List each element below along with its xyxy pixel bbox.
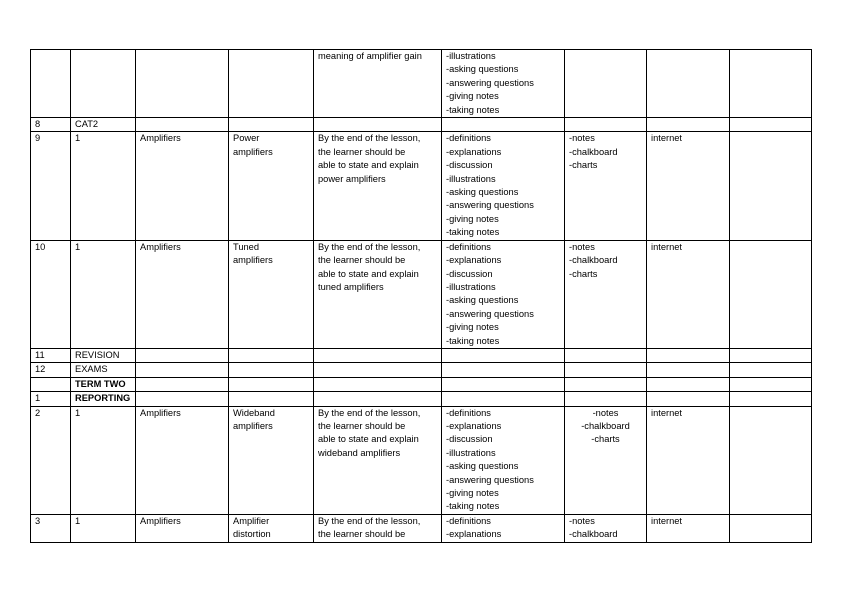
- lesson-cell: REVISION: [71, 348, 136, 362]
- subtopic-cell: Tuned amplifiers: [229, 240, 314, 348]
- topic-cell: Amplifiers: [136, 132, 229, 240]
- table-row: [31, 348, 812, 362]
- topic-cell: [136, 348, 229, 362]
- objectives-cell: By the end of the lesson, the learner should be: [314, 514, 442, 542]
- objectives-cell: [314, 348, 442, 362]
- materials-cell: [565, 118, 647, 132]
- activities-cell: -definitions -explanations -discussion -illustrations -asking questions -answering questions -giving notes -taking notes: [442, 240, 565, 348]
- scheme-of-work-table: [30, 49, 812, 543]
- topic-cell: [136, 118, 229, 132]
- activities-cell: [442, 348, 565, 362]
- activities-cell: -definitions -explanations -discussion -illustrations -asking questions -answering questions -giving notes -taking notes: [442, 406, 565, 514]
- subtopic-cell: Power amplifiers: [229, 132, 314, 240]
- table-row: [31, 392, 812, 406]
- term-heading-cell: TERM TWO: [71, 377, 136, 391]
- objectives-cell: By the end of the lesson, the learner should be able to state and explain wideband amplifiers: [314, 406, 442, 514]
- topic-cell: [136, 392, 229, 406]
- lesson-cell: 1: [71, 132, 136, 240]
- week-cell: 3: [31, 514, 71, 542]
- week-cell: 1: [31, 392, 71, 406]
- subtopic-cell: Amplifier distortion: [229, 514, 314, 542]
- table-row: [31, 240, 812, 348]
- objectives-cell: meaning of amplifier gain: [314, 50, 442, 118]
- topic-cell: Amplifiers: [136, 406, 229, 514]
- topic-cell: [136, 377, 229, 391]
- references-cell: [647, 363, 730, 377]
- objectives-cell: By the end of the lesson, the learner should be able to state and explain tuned amplifiers: [314, 240, 442, 348]
- activities-cell: -definitions -explanations: [442, 514, 565, 542]
- topic-cell: Amplifiers: [136, 240, 229, 348]
- subtopic-cell: [229, 377, 314, 391]
- reporting-cell: REPORTING: [71, 392, 136, 406]
- references-cell: [647, 50, 730, 118]
- materials-cell: [565, 50, 647, 118]
- table-row: [31, 406, 812, 514]
- table-row: [31, 514, 812, 542]
- activities-cell: [442, 118, 565, 132]
- week-cell: [31, 50, 71, 118]
- remarks-cell: [730, 514, 812, 542]
- materials-cell: -notes -chalkboard: [565, 514, 647, 542]
- remarks-cell: [730, 240, 812, 348]
- table-row: [31, 363, 812, 377]
- activities-cell: -definitions -explanations -discussion -illustrations -asking questions -answering questions -giving notes -taking notes: [442, 132, 565, 240]
- lesson-cell: 1: [71, 514, 136, 542]
- table-row: [31, 118, 812, 132]
- references-cell: internet: [647, 514, 730, 542]
- subtopic-cell: [229, 118, 314, 132]
- references-cell: [647, 392, 730, 406]
- objectives-cell: [314, 363, 442, 377]
- week-cell: 2: [31, 406, 71, 514]
- subtopic-cell: [229, 348, 314, 362]
- week-cell: [31, 377, 71, 391]
- objectives-cell: [314, 118, 442, 132]
- week-cell: 12: [31, 363, 71, 377]
- remarks-cell: [730, 392, 812, 406]
- lesson-cell: EXAMS: [71, 363, 136, 377]
- remarks-cell: [730, 363, 812, 377]
- table-row: [31, 50, 812, 118]
- remarks-cell: [730, 118, 812, 132]
- week-cell: 11: [31, 348, 71, 362]
- remarks-cell: [730, 50, 812, 118]
- activities-cell: -illustrations -asking questions -answering questions -giving notes -taking notes: [442, 50, 565, 118]
- topic-cell: Amplifiers: [136, 514, 229, 542]
- topic-cell: [136, 363, 229, 377]
- table-row: [31, 377, 812, 391]
- subtopic-cell: [229, 392, 314, 406]
- objectives-cell: [314, 377, 442, 391]
- topic-cell: [136, 50, 229, 118]
- materials-cell: [565, 363, 647, 377]
- materials-cell: [565, 392, 647, 406]
- references-cell: internet: [647, 406, 730, 514]
- activities-cell: [442, 392, 565, 406]
- subtopic-cell: [229, 50, 314, 118]
- materials-cell: [565, 377, 647, 391]
- week-cell: 9: [31, 132, 71, 240]
- objectives-cell: [314, 392, 442, 406]
- subtopic-cell: [229, 363, 314, 377]
- activities-cell: [442, 377, 565, 391]
- materials-cell: -notes -chalkboard -charts: [565, 240, 647, 348]
- lesson-cell: 1: [71, 406, 136, 514]
- references-cell: [647, 118, 730, 132]
- remarks-cell: [730, 406, 812, 514]
- week-cell: 10: [31, 240, 71, 348]
- lesson-cell: [71, 50, 136, 118]
- materials-cell: -notes -chalkboard -charts: [565, 132, 647, 240]
- lesson-cell: CAT2: [71, 118, 136, 132]
- references-cell: [647, 377, 730, 391]
- subtopic-cell: Wideband amplifiers: [229, 406, 314, 514]
- references-cell: internet: [647, 240, 730, 348]
- references-cell: [647, 348, 730, 362]
- week-cell: 8: [31, 118, 71, 132]
- lesson-cell: 1: [71, 240, 136, 348]
- materials-cell: -notes -chalkboard -charts: [565, 406, 647, 514]
- remarks-cell: [730, 348, 812, 362]
- materials-cell: [565, 348, 647, 362]
- remarks-cell: [730, 132, 812, 240]
- table-row: [31, 132, 812, 240]
- references-cell: internet: [647, 132, 730, 240]
- activities-cell: [442, 363, 565, 377]
- objectives-cell: By the end of the lesson, the learner should be able to state and explain power amplifiers: [314, 132, 442, 240]
- remarks-cell: [730, 377, 812, 391]
